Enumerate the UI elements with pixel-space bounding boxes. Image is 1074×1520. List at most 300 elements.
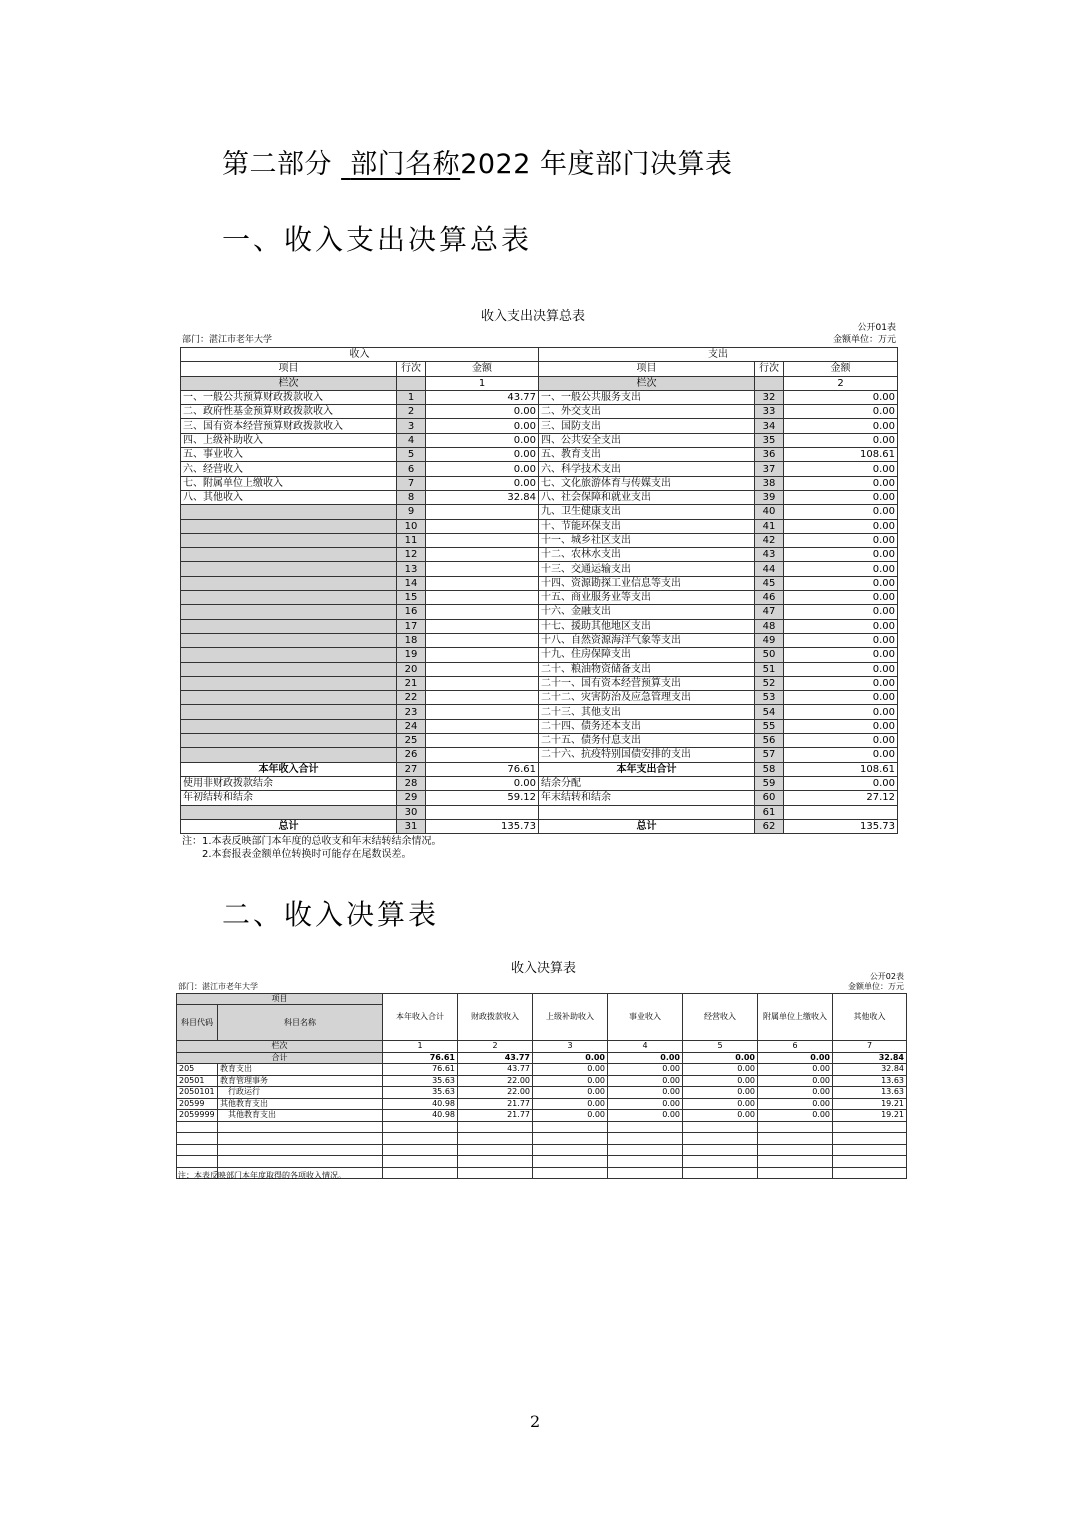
- empty-row: [177, 1121, 907, 1133]
- total-value: 32.84: [833, 1052, 907, 1064]
- table-cell: [383, 1144, 458, 1156]
- table2-caption: 收入决算表: [511, 961, 577, 976]
- expense-amount: 0.00: [784, 462, 898, 476]
- amount-cell: 32.84: [833, 1064, 907, 1076]
- carryover-row: [181, 776, 898, 790]
- section1-heading: 一、收入支出决算总表: [222, 223, 533, 256]
- subject-name: 其他教育支出: [218, 1110, 383, 1122]
- table-row: [181, 505, 898, 519]
- expense-item: 三、国防支出: [539, 419, 755, 433]
- note-1: 注：1.本表反映部门本年度的总收支和年末结转结余情况。: [182, 836, 442, 847]
- income-line-no: 29: [397, 791, 426, 805]
- expense-line-no: 46: [755, 591, 784, 605]
- income-line-no: 1: [397, 390, 426, 404]
- amount-cell: 0.00: [758, 1075, 833, 1087]
- income-item: [181, 591, 397, 605]
- table-cell: [833, 1144, 907, 1156]
- column-header: 行次: [397, 362, 426, 376]
- expense-line-no: 33: [755, 405, 784, 419]
- expense-line-no: 41: [755, 519, 784, 533]
- income-amount: [426, 548, 539, 562]
- table-cell: [758, 1156, 833, 1168]
- col-index: 1: [426, 376, 539, 390]
- income-item: [181, 719, 397, 733]
- table-cell: [533, 1156, 608, 1168]
- income-item: 一、一般公共预算财政拨款收入: [181, 390, 397, 404]
- income-item: [181, 705, 397, 719]
- expense-item: 年末结转和结余: [539, 791, 755, 805]
- col-index: 6: [758, 1041, 833, 1053]
- income-line-no: 31: [397, 819, 426, 833]
- income-item: [181, 619, 397, 633]
- expense-item: 五、教育支出: [539, 448, 755, 462]
- table-cell: [758, 1133, 833, 1145]
- income-item: [181, 633, 397, 647]
- code-header: 科目代码: [177, 1005, 218, 1041]
- amount-cell: 76.61: [383, 1064, 458, 1076]
- col-index: 5: [683, 1041, 758, 1053]
- column-header: 经营收入: [683, 994, 758, 1041]
- table-cell: [177, 1156, 218, 1168]
- income-item: [181, 505, 397, 519]
- income-line-no: 21: [397, 676, 426, 690]
- table-row: [181, 719, 898, 733]
- table-cell: [458, 1133, 533, 1145]
- income-item: 八、其他收入: [181, 490, 397, 504]
- section2-heading: 二、收入决算表: [222, 898, 440, 931]
- table-row: [177, 1064, 907, 1076]
- income-item: [181, 805, 397, 819]
- year-total-row: [181, 762, 898, 776]
- table1-notes: [182, 835, 442, 861]
- income-header: 收入: [181, 348, 539, 362]
- expense-amount: 0.00: [784, 519, 898, 533]
- col-label: 栏次: [181, 376, 397, 390]
- col-index: 1: [383, 1041, 458, 1053]
- expense-item: 二十六、抗疫特别国债安排的支出: [539, 748, 755, 762]
- amount-cell: 40.98: [383, 1110, 458, 1122]
- table-row: [181, 490, 898, 504]
- expense-line-no: 50: [755, 648, 784, 662]
- expense-amount: 0.00: [784, 505, 898, 519]
- expense-line-no: 44: [755, 562, 784, 576]
- expense-line-no: 58: [755, 762, 784, 776]
- income-item: [181, 576, 397, 590]
- income-amount: [426, 562, 539, 576]
- expense-item: 十、节能环保支出: [539, 519, 755, 533]
- income-item: [181, 734, 397, 748]
- table1-unit: 金额单位：万元: [832, 335, 896, 345]
- name-header: 科目名称: [218, 1005, 383, 1041]
- expense-item: 二十一、国有资本经营预算支出: [539, 676, 755, 690]
- expense-line-no: 52: [755, 676, 784, 690]
- amount-cell: 0.00: [533, 1064, 608, 1076]
- expense-amount: 27.12: [784, 791, 898, 805]
- income-item: [181, 548, 397, 562]
- amount-cell: 0.00: [533, 1110, 608, 1122]
- table-cell: [458, 1144, 533, 1156]
- income-amount: [426, 633, 539, 647]
- amount-cell: 0.00: [683, 1087, 758, 1099]
- amount-cell: 22.00: [458, 1087, 533, 1099]
- column-header: 财政拨款收入: [458, 994, 533, 1041]
- table2-form-no: 公开02表: [869, 972, 904, 981]
- amount-cell: 0.00: [758, 1098, 833, 1110]
- table-cell: [755, 376, 784, 390]
- amount-cell: 0.00: [608, 1087, 683, 1099]
- income-amount: [426, 662, 539, 676]
- expense-amount: 0.00: [784, 705, 898, 719]
- income-item: [181, 691, 397, 705]
- table-cell: [833, 1167, 907, 1179]
- table-cell: [383, 1133, 458, 1145]
- income-line-no: 6: [397, 462, 426, 476]
- expense-item: 七、文化旅游体育与传媒支出: [539, 476, 755, 490]
- income-amount: [426, 705, 539, 719]
- column-header: 附属单位上缴收入: [758, 994, 833, 1041]
- expense-amount: 0.00: [784, 576, 898, 590]
- income-amount: 0.00: [426, 776, 539, 790]
- income-line-no: 20: [397, 662, 426, 676]
- expense-item: 十七、援助其他地区支出: [539, 619, 755, 633]
- income-line-no: 11: [397, 533, 426, 547]
- header-row: [177, 994, 907, 1005]
- amount-cell: 21.77: [458, 1110, 533, 1122]
- expense-amount: [784, 805, 898, 819]
- subject-name: 教育支出: [218, 1064, 383, 1076]
- expense-line-no: 54: [755, 705, 784, 719]
- column-header: 项目: [181, 362, 397, 376]
- expense-item: 十二、农林水支出: [539, 548, 755, 562]
- income-line-no: 10: [397, 519, 426, 533]
- income-line-no: 26: [397, 748, 426, 762]
- table-cell: [218, 1121, 383, 1133]
- table-cell: [218, 1133, 383, 1145]
- amount-cell: 35.63: [383, 1087, 458, 1099]
- expense-item: 二十三、其他支出: [539, 705, 755, 719]
- table-row: [181, 448, 898, 462]
- amount-cell: 0.00: [608, 1098, 683, 1110]
- income-amount: [426, 619, 539, 633]
- income-line-no: 2: [397, 405, 426, 419]
- table-row: [181, 619, 898, 633]
- table-cell: [177, 1144, 218, 1156]
- column-header: 上级补助收入: [533, 994, 608, 1041]
- expense-item: 二、外交支出: [539, 405, 755, 419]
- table-row: [181, 562, 898, 576]
- expense-item: 二十五、债务付息支出: [539, 734, 755, 748]
- table-cell: [533, 1121, 608, 1133]
- table-cell: [458, 1167, 533, 1179]
- expense-item: 二十、粮油物资储备支出: [539, 662, 755, 676]
- table-cell: [458, 1156, 533, 1168]
- table-cell: [683, 1167, 758, 1179]
- income-amount: [426, 648, 539, 662]
- expense-line-no: 36: [755, 448, 784, 462]
- expense-item: 十九、住房保障支出: [539, 648, 755, 662]
- table1-form-no: 公开01表: [857, 323, 896, 333]
- expense-item: 二十四、债务还本支出: [539, 719, 755, 733]
- amount-cell: 19.21: [833, 1098, 907, 1110]
- table-row: [181, 419, 898, 433]
- carryover-row: [181, 791, 898, 805]
- income-line-no: 22: [397, 691, 426, 705]
- amount-cell: 0.00: [608, 1064, 683, 1076]
- income-line-no: 16: [397, 605, 426, 619]
- column-header: 事业收入: [608, 994, 683, 1041]
- table-row: [181, 734, 898, 748]
- income-amount: 0.00: [426, 476, 539, 490]
- table-cell: [533, 1144, 608, 1156]
- expense-line-no: 32: [755, 390, 784, 404]
- expense-line-no: 38: [755, 476, 784, 490]
- empty-row: [177, 1133, 907, 1145]
- table-row: [181, 433, 898, 447]
- income-item: [181, 748, 397, 762]
- title-suffix: 2022 年度部门决算表: [460, 149, 733, 180]
- table-row: [181, 705, 898, 719]
- expense-line-no: 45: [755, 576, 784, 590]
- income-amount: [426, 605, 539, 619]
- col-label: 栏次: [177, 1041, 383, 1053]
- table-cell: [458, 1121, 533, 1133]
- table-cell: [758, 1167, 833, 1179]
- amount-cell: 0.00: [533, 1098, 608, 1110]
- amount-cell: 0.00: [683, 1075, 758, 1087]
- income-item: [181, 662, 397, 676]
- expense-amount: 0.00: [784, 419, 898, 433]
- income-item: [181, 562, 397, 576]
- expense-item: 十三、交通运输支出: [539, 562, 755, 576]
- income-amount: 43.77: [426, 390, 539, 404]
- amount-cell: 0.00: [533, 1075, 608, 1087]
- expense-line-no: 56: [755, 734, 784, 748]
- table-row: [181, 390, 898, 404]
- column-header: 金额: [426, 362, 539, 376]
- empty-row: [177, 1144, 907, 1156]
- income-amount: 76.61: [426, 762, 539, 776]
- column-header: 金额: [784, 362, 898, 376]
- total-row: [177, 1052, 907, 1064]
- expense-line-no: 42: [755, 533, 784, 547]
- income-line-no: 24: [397, 719, 426, 733]
- table-row: [177, 1087, 907, 1099]
- amount-cell: 40.98: [383, 1098, 458, 1110]
- income-item: 三、国有资本经营预算财政拨款收入: [181, 419, 397, 433]
- expense-item: 四、公共安全支出: [539, 433, 755, 447]
- table-cell: [758, 1144, 833, 1156]
- expense-amount: 0.00: [784, 605, 898, 619]
- expense-amount: 0.00: [784, 562, 898, 576]
- income-line-no: 23: [397, 705, 426, 719]
- expense-amount: 0.00: [784, 662, 898, 676]
- table2-unit: 金额单位：万元: [848, 982, 904, 991]
- amount-cell: 0.00: [608, 1075, 683, 1087]
- total-value: 76.61: [383, 1052, 458, 1064]
- column-header: 行次: [755, 362, 784, 376]
- income-line-no: 4: [397, 433, 426, 447]
- income-amount: [426, 748, 539, 762]
- table-row: [181, 648, 898, 662]
- table-cell: [177, 1121, 218, 1133]
- column-header: 其他收入: [833, 994, 907, 1041]
- income-item: 二、政府性基金预算财政拨款收入: [181, 405, 397, 419]
- expense-amount: 0.00: [784, 719, 898, 733]
- income-amount: 32.84: [426, 490, 539, 504]
- expense-item: 二十二、灾害防治及应急管理支出: [539, 691, 755, 705]
- amount-cell: 22.00: [458, 1075, 533, 1087]
- expense-line-no: 39: [755, 490, 784, 504]
- amount-cell: 0.00: [608, 1110, 683, 1122]
- header-row: [181, 348, 898, 362]
- expense-line-no: 61: [755, 805, 784, 819]
- expense-item: 十四、资源勘探工业信息等支出: [539, 576, 755, 590]
- income-amount: 0.00: [426, 462, 539, 476]
- expense-line-no: 51: [755, 662, 784, 676]
- expense-line-no: 55: [755, 719, 784, 733]
- table-cell: [383, 1156, 458, 1168]
- col-index: 7: [833, 1041, 907, 1053]
- total-label: 合计: [177, 1052, 383, 1064]
- expense-amount: 0.00: [784, 548, 898, 562]
- income-amount: [426, 591, 539, 605]
- income-item: [181, 533, 397, 547]
- income-line-no: 27: [397, 762, 426, 776]
- col-index: 2: [458, 1041, 533, 1053]
- income-amount: [426, 734, 539, 748]
- total-value: 43.77: [458, 1052, 533, 1064]
- table-row: [181, 662, 898, 676]
- income-line-no: 17: [397, 619, 426, 633]
- table-cell: [608, 1121, 683, 1133]
- income-item: [181, 605, 397, 619]
- expense-item: [539, 805, 755, 819]
- expense-amount: 0.00: [784, 405, 898, 419]
- income-item: 年初结转和结余: [181, 791, 397, 805]
- amount-cell: 0.00: [758, 1064, 833, 1076]
- document-title: [222, 142, 732, 181]
- total-value: 0.00: [683, 1052, 758, 1064]
- income-amount: [426, 519, 539, 533]
- amount-cell: 0.00: [683, 1064, 758, 1076]
- expense-amount: 0.00: [784, 433, 898, 447]
- expense-item: 十六、金融支出: [539, 605, 755, 619]
- page-number: 2: [530, 1412, 541, 1431]
- expense-item: 九、卫生健康支出: [539, 505, 755, 519]
- note-2: 2.本套报表金额单位转换时可能存在尾数误差。: [202, 849, 412, 860]
- table2-dept: 部门：湛江市老年大学: [178, 982, 258, 991]
- expense-item: 十一、城乡社区支出: [539, 533, 755, 547]
- expense-amount: 0.00: [784, 533, 898, 547]
- table-row: [181, 405, 898, 419]
- table-cell: [608, 1167, 683, 1179]
- subject-code: 20501: [177, 1075, 218, 1087]
- amount-cell: 0.00: [683, 1098, 758, 1110]
- subject-code: 205: [177, 1064, 218, 1076]
- income-item: 本年收入合计: [181, 762, 397, 776]
- income-line-no: 25: [397, 734, 426, 748]
- table-row: [177, 1075, 907, 1087]
- expense-line-no: 62: [755, 819, 784, 833]
- subject-code: 2050101: [177, 1087, 218, 1099]
- expense-amount: 108.61: [784, 762, 898, 776]
- carryover-row: [181, 805, 898, 819]
- income-amount: 0.00: [426, 448, 539, 462]
- income-amount: [426, 719, 539, 733]
- empty-row: [177, 1156, 907, 1168]
- income-item: 七、附属单位上缴收入: [181, 476, 397, 490]
- table-cell: [683, 1144, 758, 1156]
- total-value: 0.00: [608, 1052, 683, 1064]
- expense-line-no: 59: [755, 776, 784, 790]
- income-expense-summary-table: [180, 347, 898, 834]
- income-amount: [426, 533, 539, 547]
- amount-cell: 21.77: [458, 1098, 533, 1110]
- expense-amount: 0.00: [784, 490, 898, 504]
- expense-amount: 0.00: [784, 476, 898, 490]
- table-row: [181, 576, 898, 590]
- table-cell: [397, 376, 426, 390]
- income-amount: 0.00: [426, 433, 539, 447]
- table-row: [181, 676, 898, 690]
- table-cell: [758, 1121, 833, 1133]
- expense-line-no: 43: [755, 548, 784, 562]
- income-line-no: 13: [397, 562, 426, 576]
- table-row: [181, 476, 898, 490]
- expense-line-no: 48: [755, 619, 784, 633]
- amount-cell: 0.00: [758, 1110, 833, 1122]
- table-row: [181, 533, 898, 547]
- expense-amount: 0.00: [784, 776, 898, 790]
- income-amount: [426, 676, 539, 690]
- expense-amount: 0.00: [784, 748, 898, 762]
- expense-line-no: 35: [755, 433, 784, 447]
- table2-note: 注：本表反映部门本年度取得的各项收入情况。: [178, 1171, 346, 1180]
- column-header: 项目: [539, 362, 755, 376]
- income-amount: [426, 576, 539, 590]
- subject-name: 其他教育支出: [218, 1098, 383, 1110]
- amount-cell: 43.77: [458, 1064, 533, 1076]
- expense-item: 结余分配: [539, 776, 755, 790]
- expense-amount: 0.00: [784, 633, 898, 647]
- expense-line-no: 47: [755, 605, 784, 619]
- income-line-no: 7: [397, 476, 426, 490]
- col-index: 3: [533, 1041, 608, 1053]
- table-row: [181, 548, 898, 562]
- income-line-no: 28: [397, 776, 426, 790]
- table-row: [177, 1110, 907, 1122]
- expense-amount: 0.00: [784, 619, 898, 633]
- income-amount: 135.73: [426, 819, 539, 833]
- income-line-no: 8: [397, 490, 426, 504]
- subject-name: 教育管理事务: [218, 1075, 383, 1087]
- col-index: 2: [784, 376, 898, 390]
- expense-item: 八、社会保障和就业支出: [539, 490, 755, 504]
- expense-line-no: 60: [755, 791, 784, 805]
- income-amount: 0.00: [426, 405, 539, 419]
- amount-cell: 0.00: [533, 1087, 608, 1099]
- total-value: 0.00: [758, 1052, 833, 1064]
- table-cell: [177, 1133, 218, 1145]
- expense-line-no: 34: [755, 419, 784, 433]
- expense-line-no: 40: [755, 505, 784, 519]
- income-item: 总计: [181, 819, 397, 833]
- total-value: 0.00: [533, 1052, 608, 1064]
- expense-amount: 0.00: [784, 390, 898, 404]
- income-line-no: 30: [397, 805, 426, 819]
- income-item: [181, 648, 397, 662]
- table-row: [181, 591, 898, 605]
